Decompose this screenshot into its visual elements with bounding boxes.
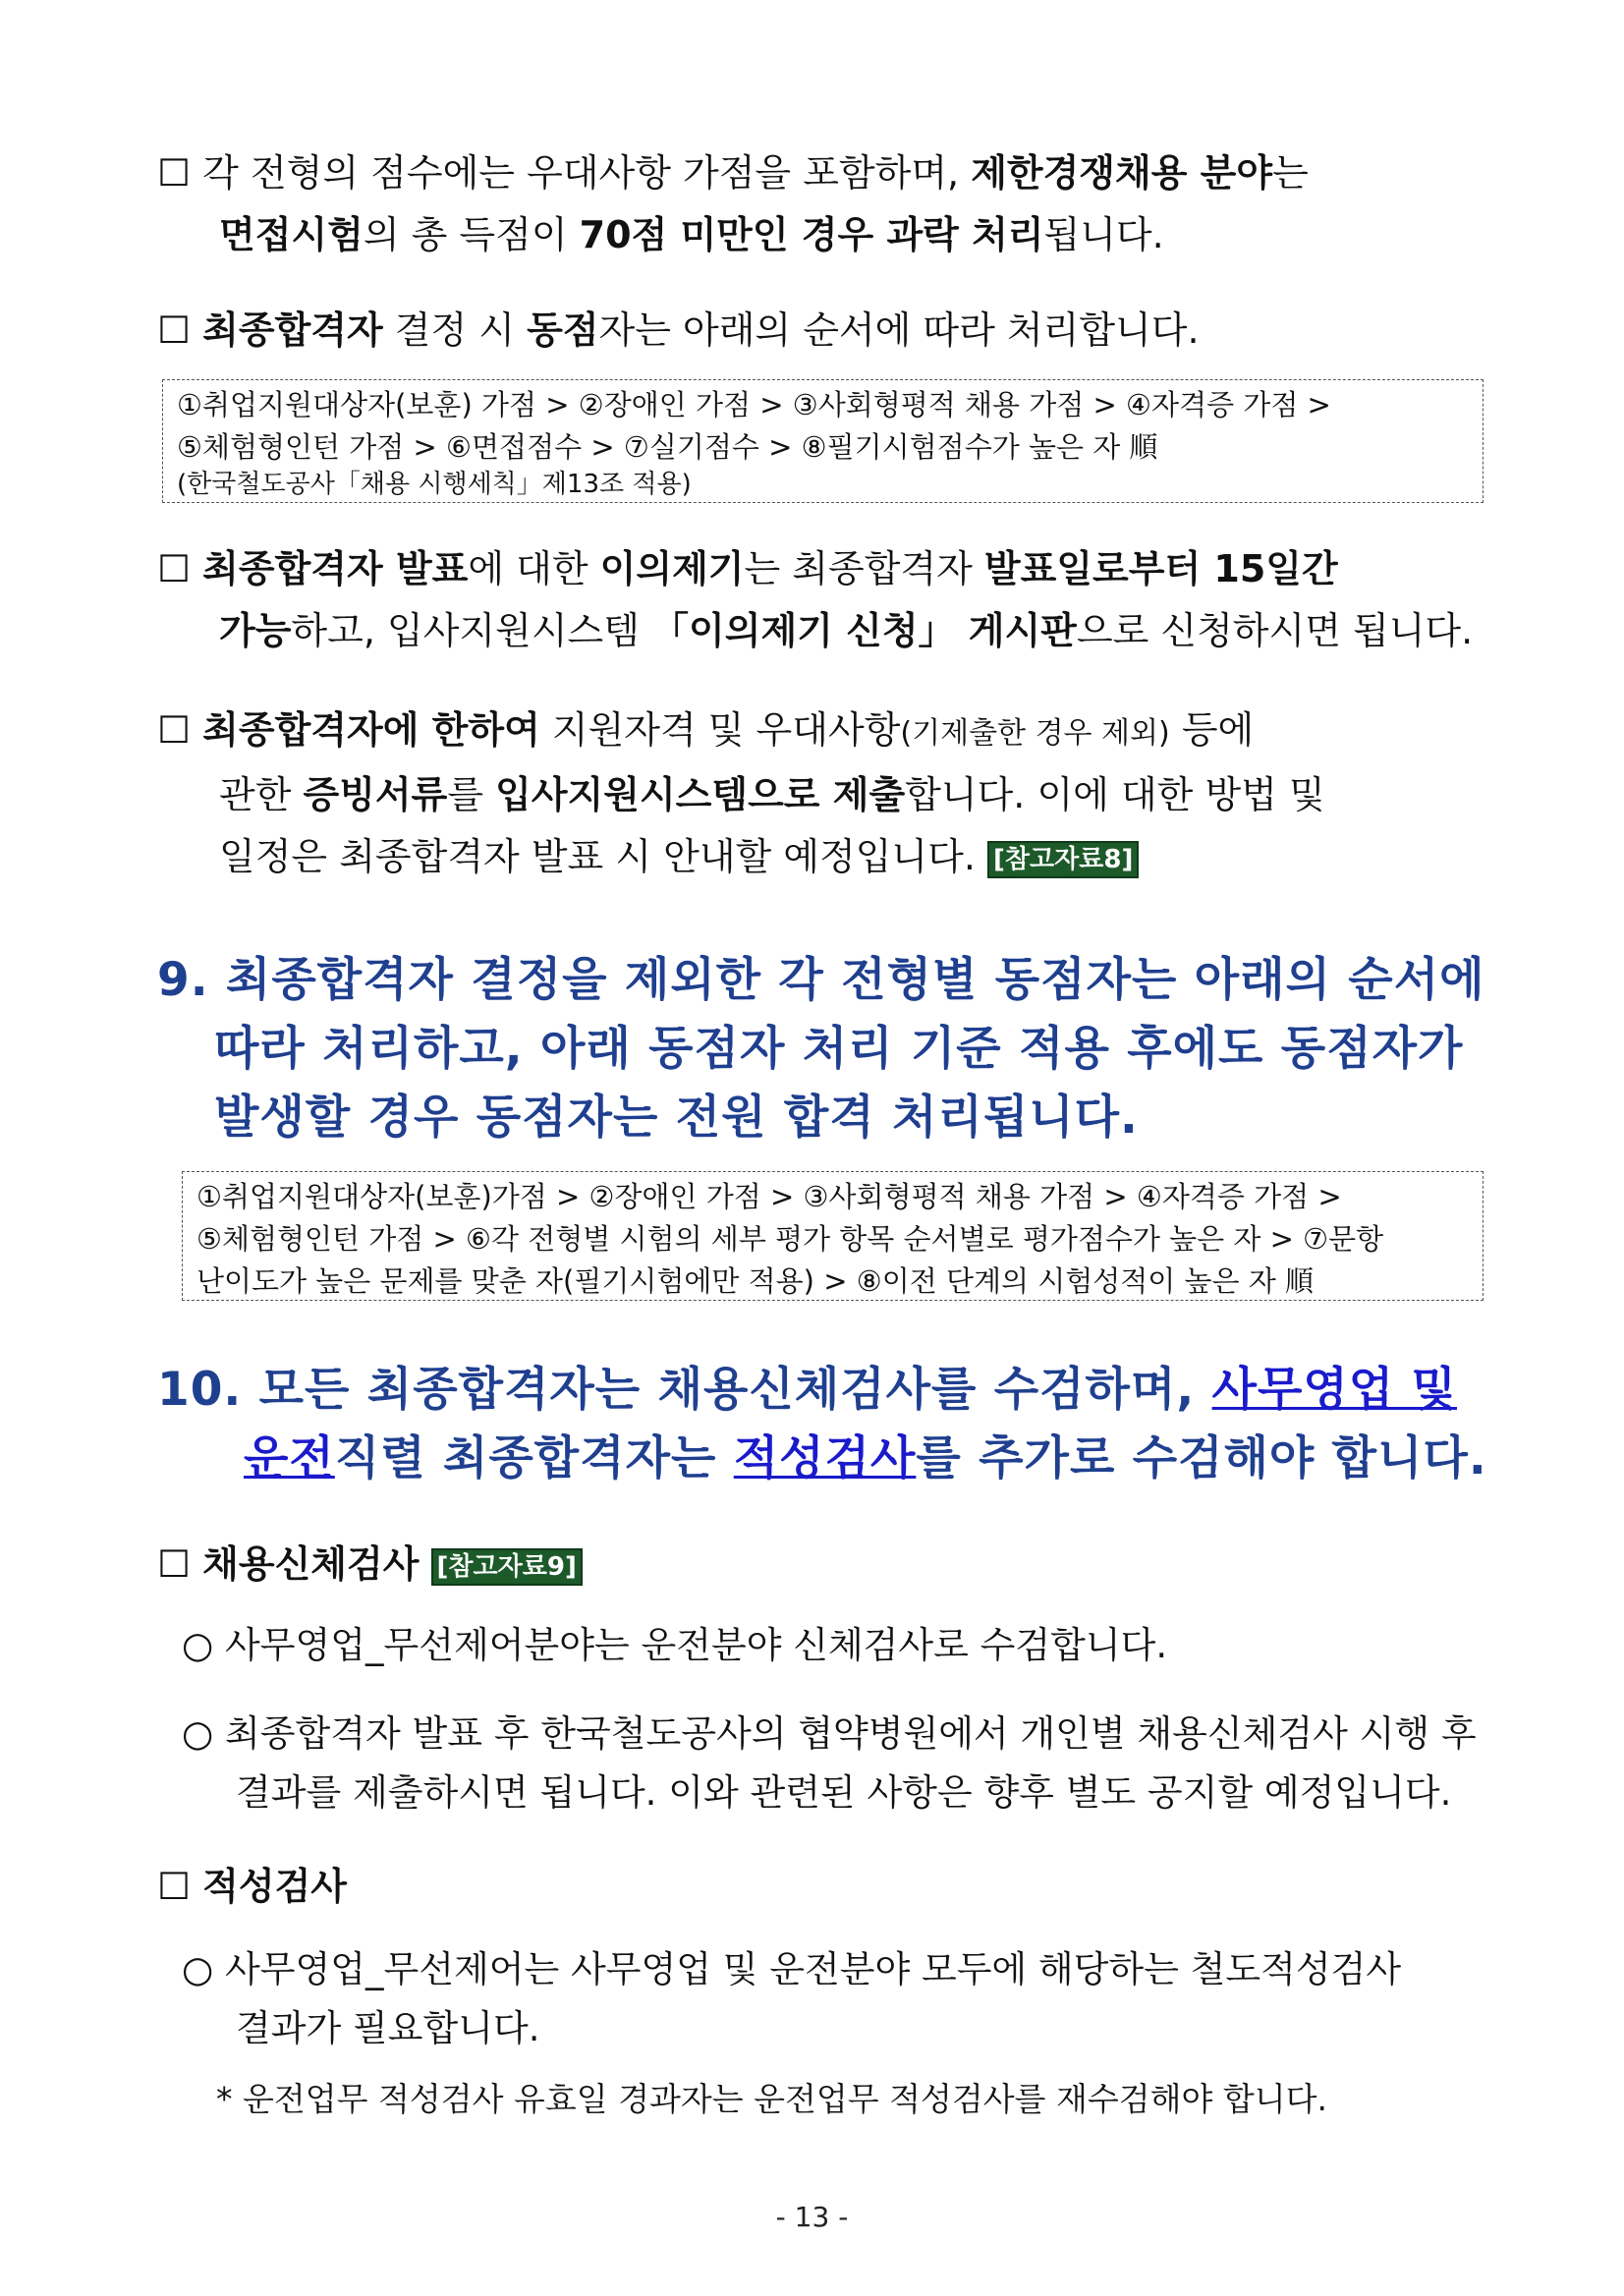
medical-item-2: ○ 최종합격자 발표 후 한국철도공사의 협약병원에서 개인별 채용신체검사 시행 후 결과를 제출하시면 됩니다. 이와 관련된 사항은 향후 별도 공지할 예정입니다. xyxy=(182,1712,1477,1814)
checkbox-bullet: ☐ xyxy=(157,151,192,195)
link-aptitude-test[interactable]: 적성검사 xyxy=(733,1431,917,1485)
aptitude-item-1: ○ 사무영업_무선제어는 사무영업 및 운전분야 모두에 해당하는 철도적성검사 결과가 필요합니다. xyxy=(182,1948,1402,2049)
reference-tag-9[interactable]: [참고자료9] xyxy=(431,1548,583,1586)
link-driving[interactable]: 운전 xyxy=(244,1431,335,1485)
checkbox-bullet: ☐ xyxy=(157,1542,192,1586)
checkbox-bullet: ☐ xyxy=(157,547,192,590)
subheading-medical: ☐ 채용신체검사 [참고자료9] xyxy=(157,1535,583,1594)
medical-item-1: ○ 사무영업_무선제어분야는 운전분야 신체검사로 수검합니다. xyxy=(182,1624,1168,1666)
reference-tag-8[interactable]: [참고자료8] xyxy=(987,841,1139,878)
checkbox-bullet: ☐ xyxy=(157,1865,192,1908)
link-sales-driving[interactable]: 사무영업 및 xyxy=(1211,1363,1457,1417)
aptitude-note: * 운전업무 적성검사 유효일 경과자는 운전업무 적성검사를 재수검해야 합니다. xyxy=(216,2080,1328,2118)
paragraph-objection: ☐ 최종합격자 발표에 대한 이의제기는 최종합격자 발표일로부터 15일간 가능하고, 입사지원시스템 「이의제기 신청」 게시판으로 신청하시면 됩니다. xyxy=(157,547,1474,652)
tie-order-box-stage: ①취업지원대상자(보훈)가점 > ②장애인 가점 > ③사회형평적 채용 가점 > ④자격증 가점 > ⑤체험형인턴 가점 > ⑥각 전형별 시험의 세부 평가 항목 순서별로 평가점수가 높은 자 > ⑦문항 난이도가 높은 문제를 맞춘 자(필기시험에만 적용) > ⑧이전 단계의 시험성적이 높은 자 順 xyxy=(182,1171,1484,1301)
paragraph-tie-final: ☐ 최종합격자 결정 시 동점자는 아래의 순서에 따라 처리합니다. xyxy=(157,308,1200,352)
paragraph-score-bonus: ☐ 각 전형의 점수에는 우대사항 가점을 포함하며, 제한경쟁채용 분야는 면접시험의 총 득점이 70점 미만인 경우 과락 처리됩니다. xyxy=(157,151,1309,256)
section-heading-10: 10. 모든 최종합격자는 채용신체검사를 수검하며, 사무영업 및 운전직렬 최종합격자는 적성검사를 추가로 수검해야 합니다. xyxy=(157,1363,1487,1485)
subheading-aptitude: ☐ 적성검사 xyxy=(157,1865,348,1908)
section-heading-9: 9. 최종합격자 결정을 제외한 각 전형별 동점자는 아래의 순서에 따라 처리하고, 아래 동점자 처리 기준 적용 후에도 동점자가 발생할 경우 동점자는 전원 합격 처리됩니다. xyxy=(157,953,1485,1145)
tie-order-box-final: ①취업지원대상자(보훈) 가점 > ②장애인 가점 > ③사회형평적 채용 가점 > ④자격증 가점 > ⑤체험형인턴 가점 > ⑥면접점수 > ⑦실기점수 > ⑧필기시험점수가 높은 자 順 (한국철도공사「채용 시행세칙」제13조 적용) xyxy=(162,379,1484,503)
checkbox-bullet: ☐ xyxy=(157,708,192,752)
checkbox-bullet: ☐ xyxy=(157,308,192,352)
page-number: - 13 - xyxy=(775,2201,849,2233)
paragraph-documents: ☐ 최종합격자에 한하여 지원자격 및 우대사항(기제출한 경우 제외) 등에 관한 증빙서류를 입사지원시스템으로 제출합니다. 이에 대한 방법 및 일정은 최종합격자 발표 시 안내할 예정입니다. [참고자료8] xyxy=(157,708,1325,878)
